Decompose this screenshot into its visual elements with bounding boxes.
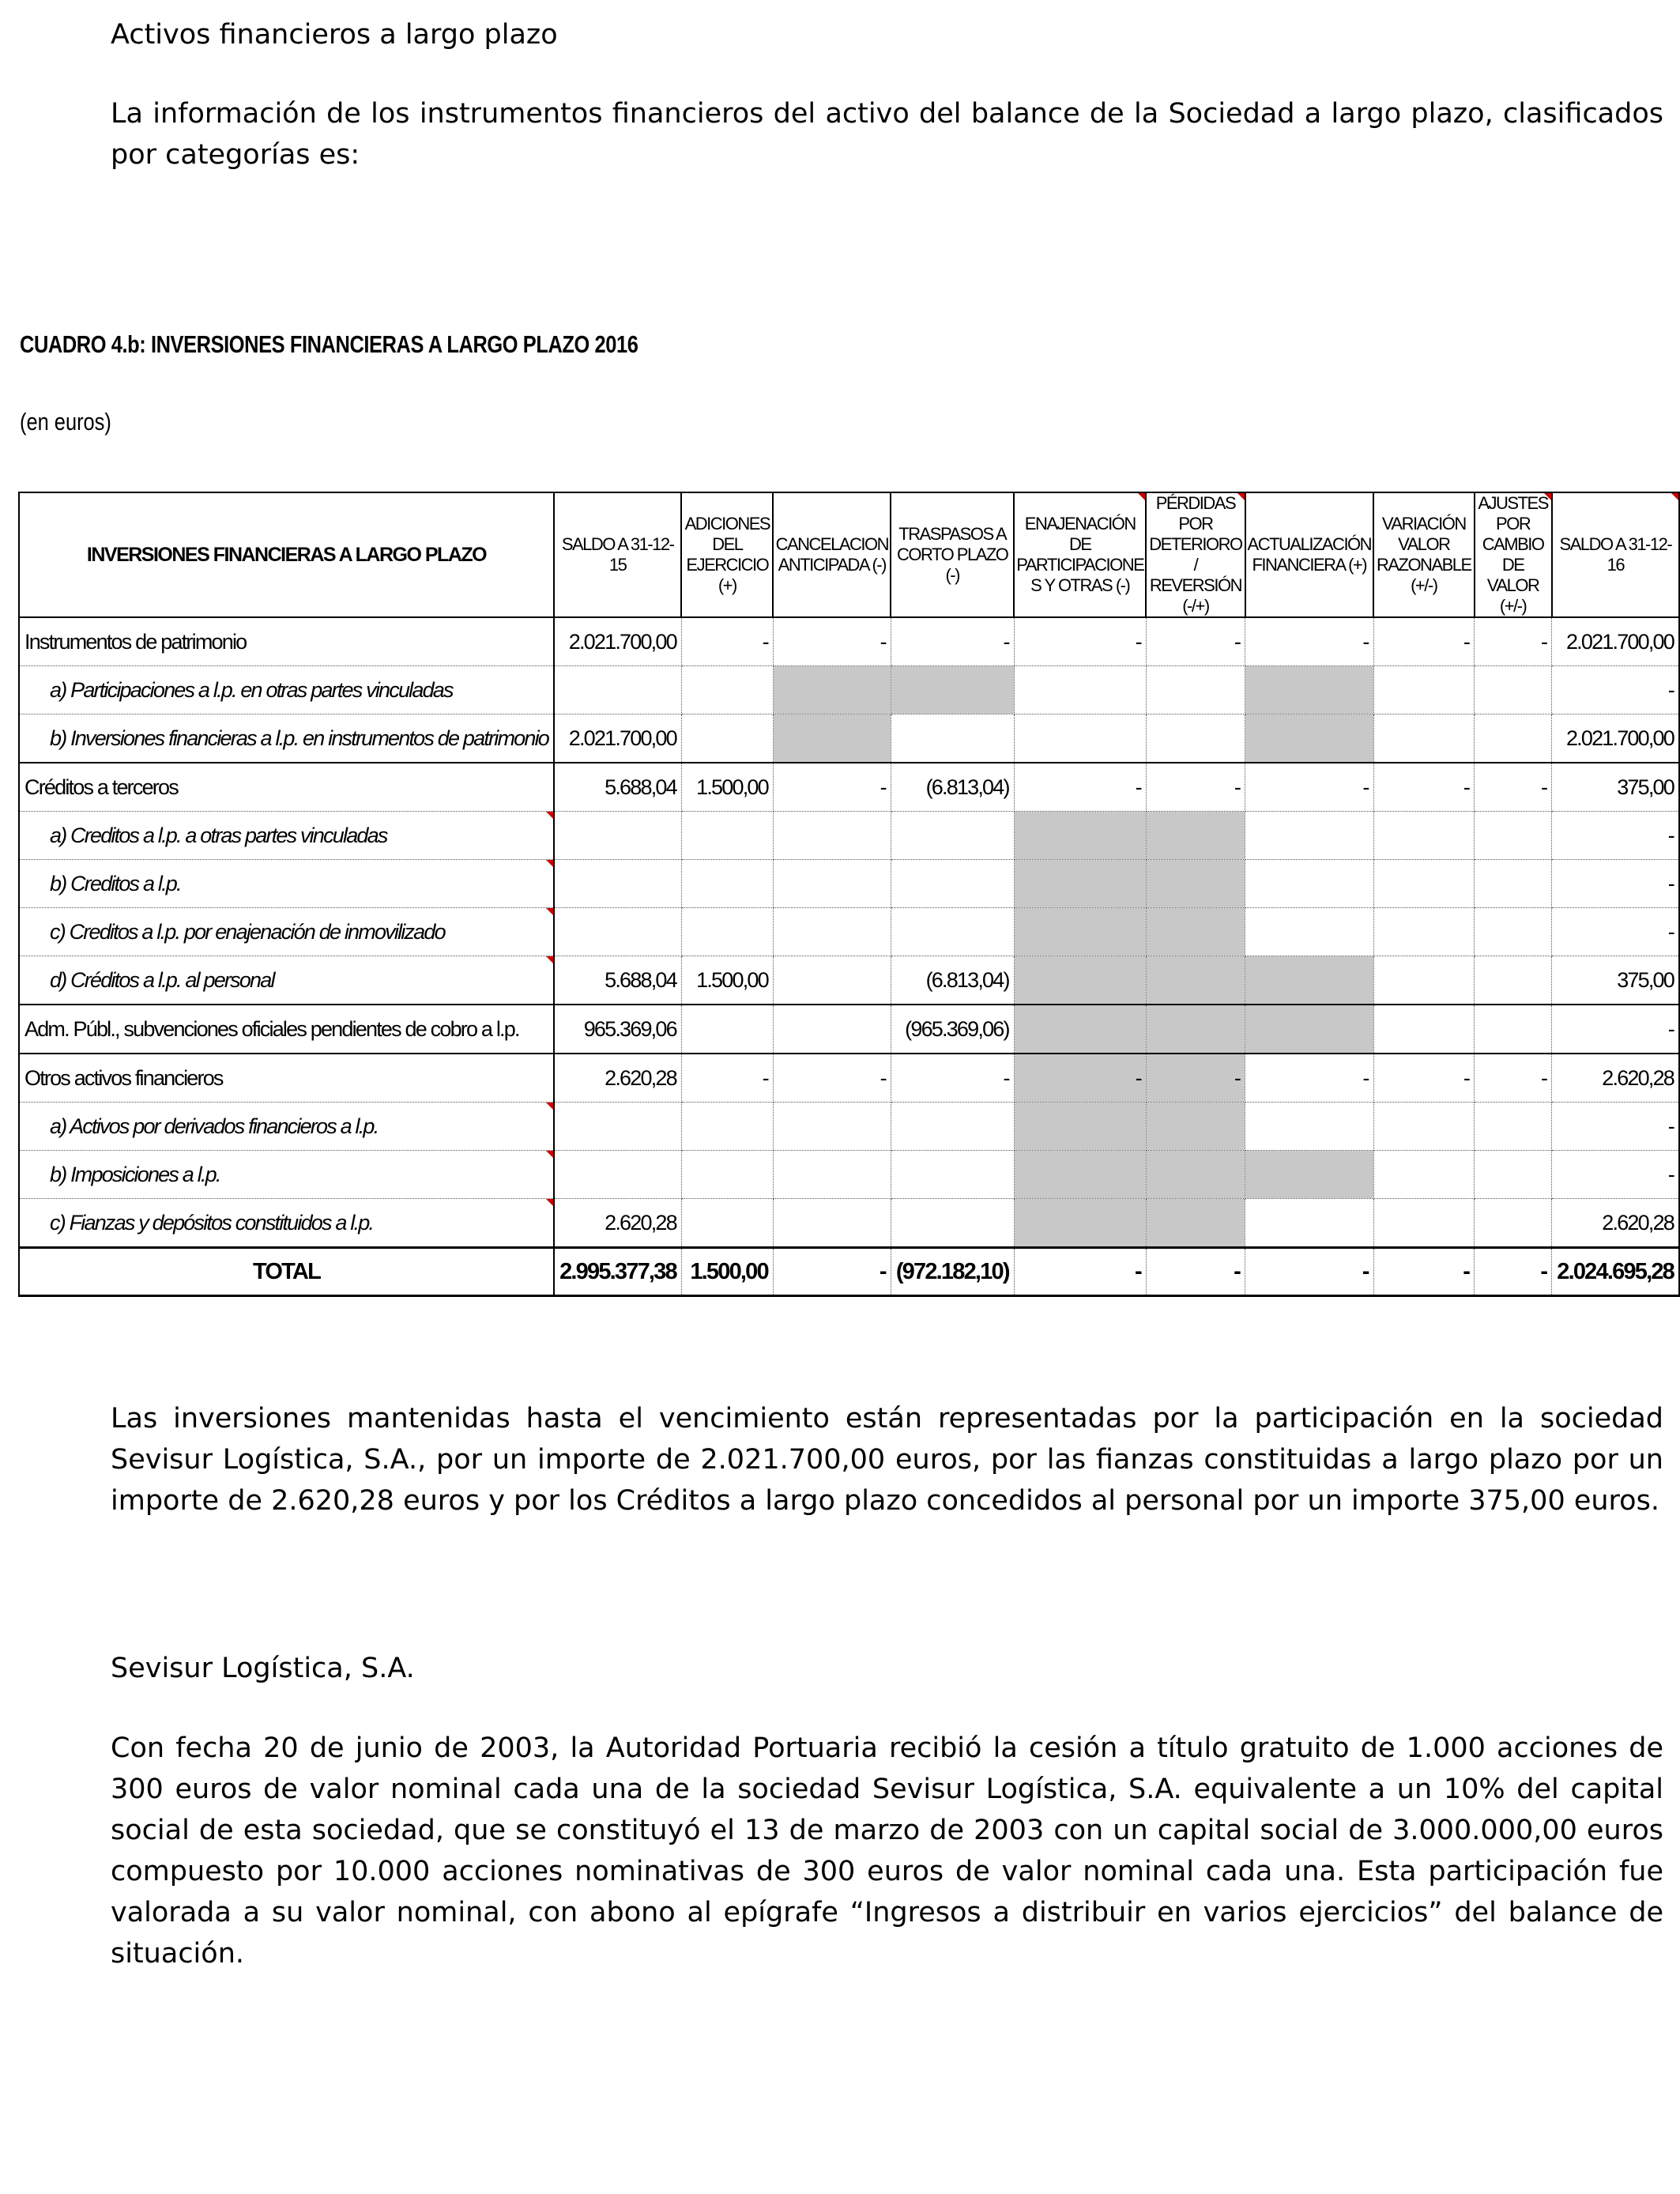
cell-value bbox=[1014, 1005, 1146, 1054]
cell-value: 1.500,00 bbox=[681, 956, 773, 1005]
cell-value bbox=[681, 812, 773, 860]
cell-value: - bbox=[1475, 763, 1552, 812]
cell-value bbox=[1373, 1151, 1475, 1199]
row-label: a) Activos por derivados financieros a l.p. bbox=[19, 1103, 554, 1151]
cell-value: - bbox=[1552, 1151, 1679, 1199]
cell-value bbox=[554, 860, 681, 908]
cell-value bbox=[1475, 956, 1552, 1005]
cell-value bbox=[1146, 666, 1245, 714]
cell-value bbox=[554, 812, 681, 860]
cell-value bbox=[1373, 714, 1475, 763]
table-row bbox=[19, 714, 1679, 763]
cell-value bbox=[1475, 1005, 1552, 1054]
cell-value bbox=[891, 1199, 1014, 1248]
table-header-row bbox=[19, 492, 1679, 617]
cell-value bbox=[1373, 812, 1475, 860]
cell-value bbox=[1146, 908, 1245, 956]
cell-value bbox=[1475, 1151, 1552, 1199]
cell-value: - bbox=[1552, 1005, 1679, 1054]
cell-value: - bbox=[1245, 763, 1374, 812]
cell-value: 375,00 bbox=[1552, 763, 1679, 812]
cell-value: - bbox=[1373, 763, 1475, 812]
cell-value bbox=[1014, 1103, 1146, 1151]
cell-value: - bbox=[1245, 1054, 1374, 1103]
cell-value bbox=[681, 1199, 773, 1248]
cell-value bbox=[1146, 1199, 1245, 1248]
cell-value: (972.182,10) bbox=[891, 1248, 1014, 1296]
cell-value: - bbox=[1146, 1248, 1245, 1296]
table-row bbox=[19, 1005, 1679, 1054]
cell-value bbox=[681, 1005, 773, 1054]
cell-value: - bbox=[1014, 617, 1146, 666]
section-heading: Activos financieros a largo plazo bbox=[111, 19, 558, 51]
comment-marker bbox=[1237, 493, 1245, 500]
cell-value: - bbox=[1552, 860, 1679, 908]
row-label: Adm. Públ., subvenciones oficiales pendientes de cobro a l.p. bbox=[19, 1005, 554, 1054]
table-row bbox=[19, 1054, 1679, 1103]
comment-marker bbox=[546, 1151, 553, 1158]
cell-value: 2.620,28 bbox=[1552, 1199, 1679, 1248]
cell-value bbox=[1014, 1151, 1146, 1199]
investments-paragraph: Las inversiones mantenidas hasta el vencimiento están representadas por la participación en la sociedad Sevisur Logística, S.A., por un importe de 2.021.700,00 euros, por las fianzas constituidas a largo plazo por un importe de 2.620,28 euros y por los Créditos a largo plazo concedidos al personal por un importe 375,00 euros. bbox=[111, 1403, 1663, 1517]
header-saldo-final: SALDO A 31-12-16 bbox=[1552, 492, 1679, 617]
table-title: CUADRO 4.b: INVERSIONES FINANCIERAS A LARGO PLAZO 2016 bbox=[20, 330, 638, 358]
cell-value: - bbox=[681, 617, 773, 666]
table-total-row bbox=[19, 1248, 1679, 1296]
header-perdidas: PÉRDIDAS POR DETERIORO / REVERSIÓN (-/+) bbox=[1146, 492, 1245, 617]
cell-value bbox=[773, 1151, 891, 1199]
cell-value: 2.021.700,00 bbox=[554, 617, 681, 666]
cell-value bbox=[891, 666, 1014, 714]
cell-value: 2.620,28 bbox=[554, 1054, 681, 1103]
cell-value: (6.813,04) bbox=[891, 763, 1014, 812]
cell-value bbox=[891, 1103, 1014, 1151]
cell-value bbox=[1475, 1103, 1552, 1151]
cell-value bbox=[773, 1199, 891, 1248]
comment-marker bbox=[1671, 493, 1678, 500]
cell-value bbox=[554, 1103, 681, 1151]
cell-value: - bbox=[1373, 1054, 1475, 1103]
cell-value bbox=[1014, 714, 1146, 763]
header-ajustes: AJUSTES POR CAMBIO DE VALOR (+/-) bbox=[1475, 492, 1552, 617]
cell-value: 2.024.695,28 bbox=[1552, 1248, 1679, 1296]
cell-value: - bbox=[773, 617, 891, 666]
cell-value: - bbox=[1014, 763, 1146, 812]
cell-value bbox=[1373, 1199, 1475, 1248]
comment-marker bbox=[1544, 493, 1551, 500]
cell-value bbox=[1146, 860, 1245, 908]
cell-value: 2.995.377,38 bbox=[554, 1248, 681, 1296]
cell-value bbox=[773, 812, 891, 860]
cell-value: 2.021.700,00 bbox=[1552, 714, 1679, 763]
cell-value: - bbox=[1552, 812, 1679, 860]
cell-value: - bbox=[891, 1054, 1014, 1103]
cell-value bbox=[1146, 1005, 1245, 1054]
cell-value bbox=[554, 908, 681, 956]
cell-value: - bbox=[1475, 1054, 1552, 1103]
cell-value bbox=[1014, 956, 1146, 1005]
cell-value bbox=[891, 714, 1014, 763]
cell-value: - bbox=[1552, 908, 1679, 956]
comment-marker bbox=[546, 860, 553, 867]
row-label: Otros activos financieros bbox=[19, 1054, 554, 1103]
cell-value bbox=[1373, 860, 1475, 908]
cell-value bbox=[1373, 666, 1475, 714]
cell-value bbox=[1245, 860, 1374, 908]
cell-value bbox=[1146, 812, 1245, 860]
cell-value bbox=[1014, 860, 1146, 908]
cell-value bbox=[1475, 1199, 1552, 1248]
comment-marker bbox=[1138, 493, 1145, 500]
cell-value bbox=[1245, 1103, 1374, 1151]
header-concept: INVERSIONES FINANCIERAS A LARGO PLAZO bbox=[19, 492, 554, 617]
row-label: TOTAL bbox=[19, 1248, 554, 1296]
table-row bbox=[19, 1103, 1679, 1151]
row-label: a) Creditos a l.p. a otras partes vinculadas bbox=[19, 812, 554, 860]
cell-value bbox=[891, 812, 1014, 860]
header-adiciones: ADICIONES DEL EJERCICIO (+) bbox=[681, 492, 773, 617]
row-label: b) Imposiciones a l.p. bbox=[19, 1151, 554, 1199]
cell-value: - bbox=[1146, 1054, 1245, 1103]
cell-value bbox=[1373, 1005, 1475, 1054]
table-row bbox=[19, 956, 1679, 1005]
cell-value bbox=[891, 908, 1014, 956]
cell-value bbox=[891, 860, 1014, 908]
cell-value: 965.369,06 bbox=[554, 1005, 681, 1054]
cell-value bbox=[773, 1103, 891, 1151]
cell-value bbox=[1245, 714, 1374, 763]
cell-value bbox=[681, 1151, 773, 1199]
cell-value bbox=[1146, 956, 1245, 1005]
cell-value: - bbox=[1373, 1248, 1475, 1296]
row-label: b) Inversiones financieras a l.p. en instrumentos de patrimonio bbox=[19, 714, 554, 763]
investments-table bbox=[18, 492, 1680, 1297]
sevisur-heading: Sevisur Logística, S.A. bbox=[111, 1653, 415, 1684]
cell-value bbox=[1014, 1199, 1146, 1248]
table-row bbox=[19, 812, 1679, 860]
cell-value bbox=[891, 1151, 1014, 1199]
cell-value: 2.021.700,00 bbox=[1552, 617, 1679, 666]
comment-marker bbox=[546, 1199, 553, 1206]
cell-value: 5.688,04 bbox=[554, 956, 681, 1005]
cell-value: - bbox=[1552, 1103, 1679, 1151]
table-units: (en euros) bbox=[20, 408, 111, 435]
table-row bbox=[19, 1199, 1679, 1248]
table-row bbox=[19, 1151, 1679, 1199]
cell-value: 1.500,00 bbox=[681, 1248, 773, 1296]
cell-value: - bbox=[1373, 617, 1475, 666]
comment-marker bbox=[546, 908, 553, 915]
cell-value: (6.813,04) bbox=[891, 956, 1014, 1005]
cell-value bbox=[681, 908, 773, 956]
cell-value: 1.500,00 bbox=[681, 763, 773, 812]
header-traspasos: TRASPASOS A CORTO PLAZO (-) bbox=[891, 492, 1014, 617]
cell-value: - bbox=[1475, 617, 1552, 666]
table-row bbox=[19, 763, 1679, 812]
cell-value: - bbox=[773, 1248, 891, 1296]
cell-value bbox=[1475, 714, 1552, 763]
cell-value: - bbox=[773, 763, 891, 812]
cell-value bbox=[1373, 1103, 1475, 1151]
comment-marker bbox=[546, 1103, 553, 1110]
header-actualizacion: ACTUALIZACIÓN FINANCIERA (+) bbox=[1245, 492, 1374, 617]
row-label: Créditos a terceros bbox=[19, 763, 554, 812]
cell-value bbox=[773, 666, 891, 714]
cell-value: - bbox=[1245, 617, 1374, 666]
cell-value bbox=[1245, 1005, 1374, 1054]
cell-value bbox=[1245, 1199, 1374, 1248]
cell-value: - bbox=[1245, 1248, 1374, 1296]
cell-value bbox=[681, 1103, 773, 1151]
cell-value bbox=[1373, 908, 1475, 956]
cell-value bbox=[681, 666, 773, 714]
cell-value: 2.620,28 bbox=[1552, 1054, 1679, 1103]
cell-value bbox=[1475, 812, 1552, 860]
cell-value bbox=[1245, 666, 1374, 714]
cell-value: - bbox=[1014, 1054, 1146, 1103]
sevisur-paragraph: Con fecha 20 de junio de 2003, la Autoridad Portuaria recibió la cesión a título gratuito de 1.000 acciones de 300 euros de valor nominal cada una de la sociedad Sevisur Logística, S.A. equivalente a un 10% del capital social de esta sociedad, que se constituyó el 13 de marzo de 2003 con un capital social de 3.000.000,00 euros compuesto por 10.000 acciones nominativas de 300 euros de valor nominal cada una. Esta participación fue valorada a su valor nominal, con abono al epígrafe “Ingresos a distribuir en varios ejercicios” del balance de situación. bbox=[111, 1732, 1663, 1970]
cell-value bbox=[554, 666, 681, 714]
cell-value bbox=[1475, 908, 1552, 956]
intro-paragraph: La información de los instrumentos financieros del activo del balance de la Sociedad a largo plazo, clasificados por categorías es: bbox=[111, 98, 1663, 171]
row-label: c) Creditos a l.p. por enajenación de inmovilizado bbox=[19, 908, 554, 956]
cell-value bbox=[773, 908, 891, 956]
cell-value bbox=[1245, 908, 1374, 956]
table-row bbox=[19, 908, 1679, 956]
cell-value: - bbox=[773, 1054, 891, 1103]
row-label: c) Fianzas y depósitos constituidos a l.p. bbox=[19, 1199, 554, 1248]
row-label: a) Participaciones a l.p. en otras partes vinculadas bbox=[19, 666, 554, 714]
cell-value: 5.688,04 bbox=[554, 763, 681, 812]
comment-marker bbox=[546, 956, 553, 963]
table-row bbox=[19, 617, 1679, 666]
cell-value: - bbox=[1475, 1248, 1552, 1296]
cell-value bbox=[681, 860, 773, 908]
row-label: d) Créditos a l.p. al personal bbox=[19, 956, 554, 1005]
cell-value bbox=[1373, 956, 1475, 1005]
cell-value bbox=[1245, 956, 1374, 1005]
cell-value: - bbox=[1014, 1248, 1146, 1296]
header-enajenacion: ENAJENACIÓN DE PARTICIPACIONE S Y OTRAS (-) bbox=[1014, 492, 1146, 617]
cell-value bbox=[773, 860, 891, 908]
cell-value: (965.369,06) bbox=[891, 1005, 1014, 1054]
cell-value bbox=[773, 956, 891, 1005]
cell-value bbox=[1146, 1151, 1245, 1199]
cell-value: 2.021.700,00 bbox=[554, 714, 681, 763]
cell-value bbox=[681, 714, 773, 763]
cell-value bbox=[1245, 812, 1374, 860]
cell-value bbox=[554, 1151, 681, 1199]
header-saldo-inicial: SALDO A 31-12-15 bbox=[554, 492, 681, 617]
cell-value bbox=[1475, 666, 1552, 714]
comment-marker bbox=[546, 812, 553, 819]
cell-value: - bbox=[681, 1054, 773, 1103]
row-label: b) Creditos a l.p. bbox=[19, 860, 554, 908]
cell-value bbox=[1475, 860, 1552, 908]
cell-value: 2.620,28 bbox=[554, 1199, 681, 1248]
cell-value bbox=[1146, 714, 1245, 763]
cell-value: - bbox=[1552, 666, 1679, 714]
table-row bbox=[19, 860, 1679, 908]
row-label: Instrumentos de patrimonio bbox=[19, 617, 554, 666]
cell-value bbox=[1146, 1103, 1245, 1151]
header-variacion: VARIACIÓN VALOR RAZONABLE (+/-) bbox=[1373, 492, 1475, 617]
cell-value bbox=[1014, 666, 1146, 714]
cell-value bbox=[1245, 1151, 1374, 1199]
cell-value bbox=[773, 714, 891, 763]
cell-value bbox=[1014, 908, 1146, 956]
cell-value bbox=[1014, 812, 1146, 860]
table-row bbox=[19, 666, 1679, 714]
cell-value bbox=[773, 1005, 891, 1054]
header-cancelacion: CANCELACION ANTICIPADA (-) bbox=[773, 492, 891, 617]
cell-value: - bbox=[1146, 763, 1245, 812]
cell-value: 375,00 bbox=[1552, 956, 1679, 1005]
cell-value: - bbox=[891, 617, 1014, 666]
cell-value: - bbox=[1146, 617, 1245, 666]
